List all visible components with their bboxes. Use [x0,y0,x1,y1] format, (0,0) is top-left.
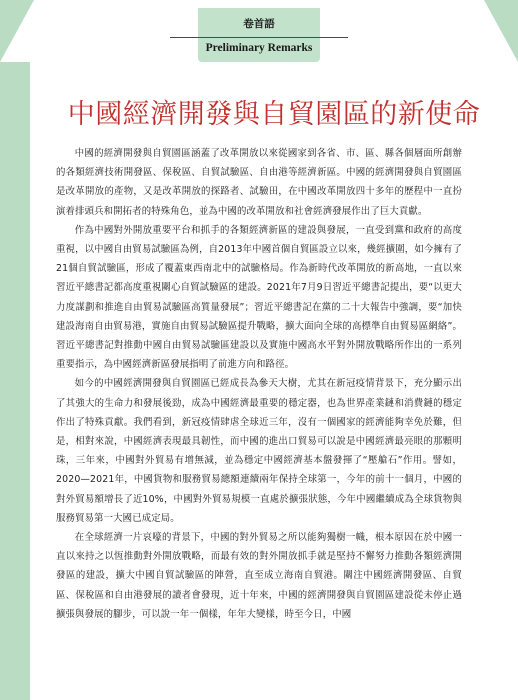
left-margin-bar [0,62,30,700]
article-paragraph: 作為中國對外開放重要平台和抓手的各類經濟新區的建設與發展，一直受到黨和政府的高度重視，以中國自由貿易試驗區為例，自2013年中國首個自貿區設立以來，幾經擴圍，如今擁有了21個自貿試驗區，形成了覆蓋東西南北中的試驗格局。作為新時代改革開放的新高地，一直以來習近平總書記都高度重視關心自貿試驗區的建設。2021年7月9日習近平總書記提出，要“以更大力度謀劃和推進自由貿易試驗區高質量發展”；習近平總書記在黨的二十大報告中強調，要“加快建設海南自由貿易港，實施自由貿易試驗區提升戰略，擴大面向全球的高標準自由貿易區網絡”。習近平總書記對推動中國自由貿易試驗區建設以及實施中國高水平對外開放戰略所作出的一系列重要指示，為中國經濟新區發展指明了前進方向和路徑。 [56,224,462,371]
article-paragraph: 如今的中國經濟開發與自貿園區已經成長為參天大樹，尤其在新冠疫情背景下，充分顯示出了其強大的生命力和發展後勁，成為中國經濟最重要的穩定器，也為世界產業鏈和消費鏈的穩定作出了特殊貢獻。我們看到，新冠疫情肆虐全球近三年，沒有一個國家的經濟能夠幸免於難，但是，相對來說，中國經濟表現最具韌性，而中國的進出口貿易可以說是中國經濟最亮眼的那顆明珠，三年來，中國對外貿易有增無減，並為穩定中國經濟基本盤發揮了“壓艙石”作用。譬如，2020—2021年，中國貨物和服務貿易總額連續兩年保持全球第一，今年的前十一個月，中國的對外貿易額增長了近10%，中國對外貿易規模一直處於擴張狀態，今年中國繼續成為全球貨物與服務貿易第一大國已成定局。 [56,378,462,524]
section-title-english: Preliminary Remarks [205,42,313,54]
article-paragraph: 中國的經濟開發與自貿園區涵蓋了改革開放以來從國家到各省、市、區、縣各個層面所創辦的各類經濟技術開發區、保稅區、自貿試驗區、自由港等經濟新區。中國的經濟開發與自貿園區是改革開放的產物，又是改革開放的探路者、試驗田，在中國改革開放四十多年的歷程中一直扮演着排頭兵和開拓者的特殊角色，並為中國的改革開放和社會經濟發展作出了巨大貢獻。 [56,148,462,217]
article-body [56,144,462,694]
article-paragraph: 在全球經濟一片哀嚎的背景下，中國的對外貿易之所以能夠獨樹一幟，根本原因在於中國一直以來持之以恆推動對外開放戰略，而最有效的對外開放抓手就是堅持不懈努力推動各類經濟開發區的建設，擴大中國自貿試驗區的陣營，直至成立海南自貿港。關注中國經濟開發區、自貿區、保稅區和自由港發展的讀者會發現，近十年來，中國的經濟開發與自貿園區建設從未停止過擴張與發展的腳步，可以說一年一個樣，年年大變樣，時至今日，中國 [56,532,462,620]
header-divider [170,37,348,38]
article-title: 中國經濟開發與自貿園區的新使命 [67,99,481,130]
section-title-chinese: 卷首語 [243,18,275,30]
